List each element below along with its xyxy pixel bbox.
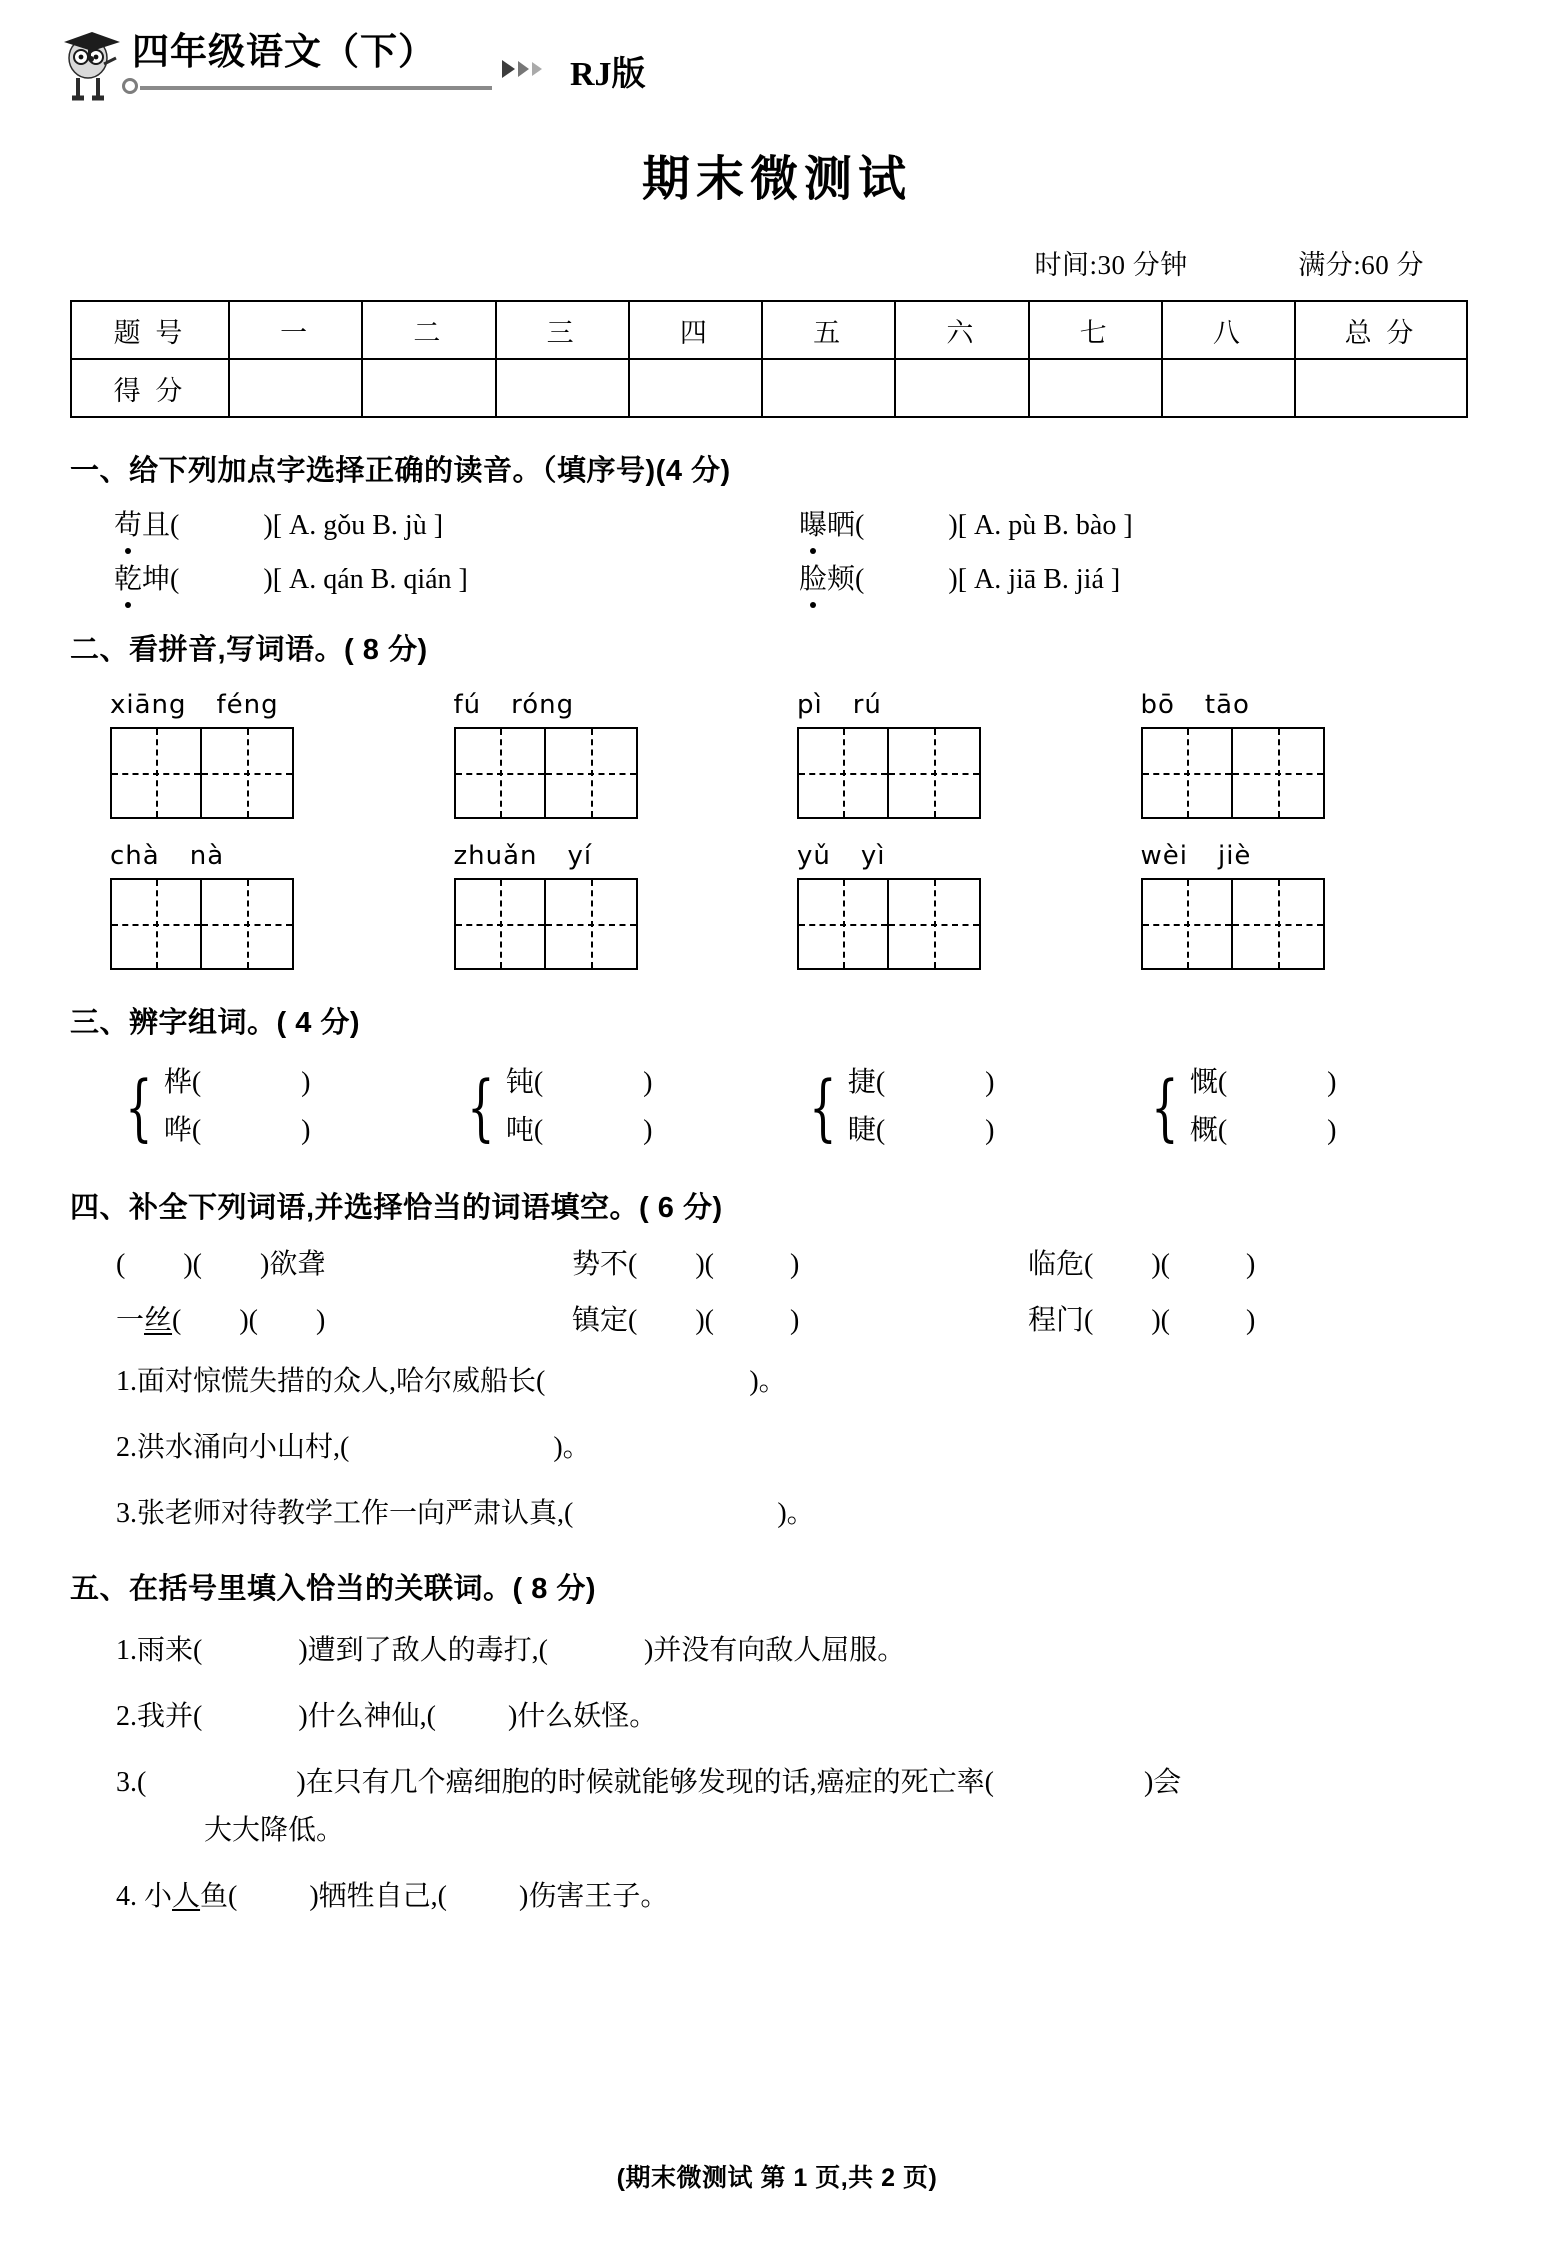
section-1-row-2	[70, 557, 1484, 597]
section-5-sentence-3	[70, 1761, 1484, 1853]
triple-arrow-icon	[502, 60, 542, 78]
word-rest: 且	[142, 510, 171, 541]
section-4-sentence-2	[70, 1426, 1484, 1470]
writing-grid[interactable]	[797, 878, 981, 970]
score-col-5: 五	[762, 301, 895, 359]
section-5-sentence-1	[70, 1629, 1484, 1673]
section-1-heading: 一、给下列加点字选择正确的读音。（填序号)(4 分)	[70, 455, 731, 487]
brace-icon: {	[809, 1065, 837, 1149]
score-col-1: 一	[229, 301, 362, 359]
char-pair-top: 桦( )	[163, 1067, 311, 1098]
pinyin-hint: chà nà	[110, 841, 225, 871]
score-col-6: 六	[895, 301, 1028, 359]
word-rest: 坤	[142, 564, 171, 595]
score-col-2: 二	[362, 301, 495, 359]
section-2-row-2	[70, 841, 1484, 970]
idiom-prefix: 势不	[572, 1249, 629, 1280]
sentence-tail: )。	[749, 1366, 787, 1397]
idiom-prefix: 镇定	[572, 1305, 629, 1336]
dotted-char: 曝	[799, 503, 827, 543]
char-pair-group	[800, 1059, 1142, 1155]
dotted-char: 脸	[799, 557, 827, 597]
char-pair-top: 捷( )	[847, 1067, 995, 1098]
char-pair-bottom: 概( )	[1189, 1115, 1337, 1146]
score-col-3: 三	[496, 301, 629, 359]
idiom-item: 临危( )( )	[1028, 1249, 1256, 1280]
char-pair-bottom: 哗( )	[163, 1115, 311, 1146]
idiom-item: 程门( )( )	[1028, 1305, 1256, 1336]
sentence-part-1: (	[137, 1767, 147, 1798]
char-pair-top: 慨( )	[1189, 1067, 1337, 1098]
tianzige-cell	[797, 690, 1141, 819]
pinyin-hint: zhuǎn yí	[453, 841, 593, 871]
grade-subject-label: 四年级语文（下）	[132, 31, 436, 72]
sentence-text: 张老师对待教学工作一向严肃认真,(	[137, 1498, 574, 1529]
brace-icon: {	[125, 1065, 153, 1149]
page-title: 期末微测试	[641, 153, 912, 206]
section-4-sentence-3	[70, 1492, 1484, 1536]
section-1-row-1	[70, 503, 1484, 543]
writing-grid[interactable]	[110, 878, 294, 970]
char-pair-group	[458, 1059, 800, 1155]
exam-meta	[70, 243, 1484, 282]
tianzige-cell	[454, 841, 798, 970]
sentence-part-3: )会	[1143, 1767, 1182, 1798]
tianzige-cell	[797, 841, 1141, 970]
writing-grid[interactable]	[797, 727, 981, 819]
pinyin-choice-item: 曝晒( )[ A. pù B. bào ]	[799, 503, 1484, 543]
graduate-student-icon	[58, 28, 124, 104]
char-pair-bottom: 睫( )	[847, 1115, 995, 1146]
score-cell-2[interactable]	[362, 359, 495, 417]
writing-grid[interactable]	[454, 878, 638, 970]
char-pair-group	[116, 1059, 458, 1155]
section-4-heading: 四、补全下列词语,并选择恰当的词语填空。( 6 分)	[70, 1192, 723, 1224]
pinyin-hint: xiāng féng	[110, 690, 279, 720]
sentence-tail: )。	[777, 1498, 815, 1529]
pinyin-options: [ A. gǒu B. jù ]	[272, 510, 444, 541]
pinyin-options: [ A. jiā B. jiá ]	[957, 564, 1121, 595]
score-cell-5[interactable]	[762, 359, 895, 417]
pinyin-hint: wèi jiè	[1140, 841, 1252, 871]
section-4-idiom-row-2	[70, 1298, 1484, 1338]
section-4-sentence-1	[70, 1360, 1484, 1404]
sentence-text: 面对惊慌失措的众人,哈尔威船长(	[137, 1366, 546, 1397]
section-2-heading: 二、看拼音,写词语。( 8 分)	[70, 634, 428, 666]
score-table	[70, 300, 1468, 418]
section-5-sentence-2	[70, 1695, 1484, 1739]
masthead-dot	[122, 78, 138, 94]
sentence-number: 3.	[116, 1767, 137, 1798]
score-col-4: 四	[629, 301, 762, 359]
dotted-char: 苟	[114, 503, 142, 543]
exam-full-score: 满分:60 分	[1298, 250, 1424, 280]
sentence-number: 2.	[116, 1432, 137, 1463]
pinyin-options: [ A. qán B. qián ]	[272, 564, 468, 595]
sentence-number: 1.	[116, 1635, 137, 1666]
score-cell-7[interactable]	[1029, 359, 1162, 417]
writing-grid[interactable]	[110, 727, 294, 819]
sentence-number: 2.	[116, 1701, 137, 1732]
char-pair-top: 钝( )	[505, 1067, 653, 1098]
sentence-number: 3.	[116, 1498, 137, 1529]
table-row	[71, 359, 1467, 417]
char-pair-bottom: 吨( )	[505, 1115, 653, 1146]
sentence-part-1: 我并(	[137, 1701, 203, 1732]
idiom-item: 势不( )( )	[572, 1249, 800, 1280]
sentence-text: 洪水涌向小山村,(	[137, 1432, 350, 1463]
score-col-7: 七	[1029, 301, 1162, 359]
tianzige-cell	[110, 841, 454, 970]
pinyin-hint: yǔ yì	[797, 841, 886, 871]
pinyin-hint: bō tāo	[1140, 690, 1250, 720]
sentence-part-2: )在只有几个癌细胞的时候就能够发现的话,癌症的死亡率(	[296, 1767, 994, 1798]
page-footer: (期末微测试 第 1 页,共 2 页)	[616, 2164, 938, 2192]
idiom-item: ( )( )欲聋	[116, 1249, 326, 1280]
word-rest: 晒	[827, 510, 856, 541]
sentence-continuation: 大大降低。	[204, 1815, 345, 1846]
writing-grid[interactable]	[1141, 878, 1325, 970]
score-cell-total[interactable]	[1295, 359, 1467, 417]
score-col-8: 八	[1162, 301, 1295, 359]
pinyin-choice-item: 脸颊( )[ A. jiā B. jiá ]	[799, 557, 1484, 597]
sentence-part-2: )什么神仙,(	[298, 1701, 436, 1732]
writing-grid[interactable]	[1141, 727, 1325, 819]
score-cell-4[interactable]	[629, 359, 762, 417]
score-table-row-label-2: 得 分	[71, 359, 229, 417]
sentence-number: 1.	[116, 1366, 137, 1397]
section-5-sentence-4: 4. 小人鱼( )牺牲自己,( )伤害王子。	[116, 1881, 669, 1912]
pinyin-options: [ A. pù B. bào ]	[957, 510, 1133, 541]
sentence-part-3: )并没有向敌人屈服。	[643, 1635, 906, 1666]
masthead-rule	[140, 86, 492, 90]
score-cell-3[interactable]	[496, 359, 629, 417]
brace-icon: {	[1151, 1065, 1179, 1149]
pinyin-choice-item: 乾坤( )[ A. qán B. qián ]	[114, 557, 799, 597]
pinyin-hint: fú róng	[453, 690, 575, 720]
score-col-total: 总 分	[1295, 301, 1467, 359]
exam-time: 时间:30 分钟	[1034, 250, 1188, 280]
idiom-item: 一丝( )( )	[116, 1305, 326, 1336]
idiom-suffix: 欲聋	[269, 1249, 326, 1280]
idiom-prefix: 程门	[1028, 1305, 1085, 1336]
section-5-heading: 五、在括号里填入恰当的关联词。( 8 分)	[70, 1573, 597, 1605]
char-pair-group	[1142, 1059, 1484, 1155]
tianzige-cell	[454, 690, 798, 819]
section-3-heading: 三、辨字组词。( 4 分)	[70, 1007, 361, 1039]
tianzige-cell	[110, 690, 454, 819]
idiom-item: 镇定( )( )	[572, 1305, 800, 1336]
page-masthead	[70, 0, 1484, 110]
score-table-row-label: 题 号	[71, 301, 229, 359]
sentence-part-3: )什么妖怪。	[507, 1701, 658, 1732]
sentence-part-1: 雨来(	[137, 1635, 203, 1666]
tianzige-cell	[1141, 841, 1485, 970]
section-4-idiom-row-1	[70, 1242, 1484, 1282]
writing-grid[interactable]	[454, 727, 638, 819]
sentence-part-2: )遭到了敌人的毒打,(	[298, 1635, 548, 1666]
word-rest: 颊	[827, 564, 856, 595]
idiom-prefix: 临危	[1028, 1249, 1085, 1280]
section-2-row-1	[70, 690, 1484, 819]
score-cell-1[interactable]	[229, 359, 362, 417]
score-cell-6[interactable]	[895, 359, 1028, 417]
tianzige-cell	[1141, 690, 1485, 819]
dotted-char: 乾	[114, 557, 142, 597]
score-cell-8[interactable]	[1162, 359, 1295, 417]
pinyin-choice-item: 苟且( )[ A. gǒu B. jù ]	[114, 503, 799, 543]
pinyin-hint: pì rú	[797, 690, 882, 720]
table-row	[71, 301, 1467, 359]
brace-icon: {	[467, 1065, 495, 1149]
section-3-row	[70, 1059, 1484, 1155]
edition-label: RJ版	[570, 56, 646, 93]
sentence-tail: )。	[553, 1432, 591, 1463]
